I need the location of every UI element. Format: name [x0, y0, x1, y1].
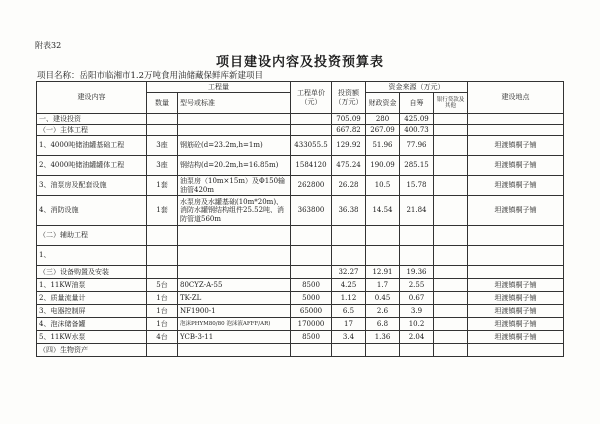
table-row — [37, 226, 564, 246]
cell-spec — [178, 246, 291, 266]
cell-self: 400.73 — [400, 125, 434, 136]
cell-spec: 80CYZ-A-55 — [178, 279, 291, 292]
cell-content: 一、建设投资 — [37, 114, 147, 125]
cell-location — [468, 114, 564, 125]
cell-content: 4、消防设施 — [37, 196, 147, 226]
cell-investment: 36.38 — [332, 196, 366, 226]
cell-fiscal: 2.6 — [366, 305, 400, 318]
cell-content: 3、油泵房及配套设施 — [37, 176, 147, 196]
header-funding: 资金来源（万元） — [366, 82, 468, 93]
cell-location: 坦渡镇桐子铺 — [468, 279, 564, 292]
cell-qty: 1台 — [147, 305, 178, 318]
cell-fiscal: 12.91 — [366, 266, 400, 279]
table-row — [37, 176, 564, 196]
table-row — [37, 318, 564, 331]
cell-investment: 32.27 — [332, 266, 366, 279]
cell-location: 坦渡镇桐子铺 — [468, 305, 564, 318]
cell-spec: 泡沫PHYM80/80 泡沫液AFFF/AR) — [178, 318, 291, 331]
cell-bank — [434, 136, 468, 156]
cell-price — [291, 344, 332, 357]
cell-fiscal: 190.09 — [366, 156, 400, 176]
cell-content: 1、4000吨储油罐基础工程 — [37, 136, 147, 156]
cell-investment: 475.24 — [332, 156, 366, 176]
header-content: 建设内容 — [37, 82, 147, 114]
cell-price — [291, 226, 332, 246]
cell-content: （四）生物资产 — [37, 344, 147, 357]
cell-bank — [434, 196, 468, 226]
cell-spec: NF1900-1 — [178, 305, 291, 318]
cell-fiscal: 1.7 — [366, 279, 400, 292]
cell-location: 坦渡镇桐子铺 — [468, 136, 564, 156]
cell-fiscal — [366, 246, 400, 266]
attachment-label: 附表32 — [35, 41, 62, 50]
cell-spec: 钢结构(d=20.2m,h=16.85m) — [178, 156, 291, 176]
cell-fiscal: 51.96 — [366, 136, 400, 156]
cell-investment: 705.09 — [332, 114, 366, 125]
table-row — [37, 125, 564, 136]
cell-investment: 26.28 — [332, 176, 366, 196]
cell-price: 433055.5 — [291, 136, 332, 156]
cell-price: 65000 — [291, 305, 332, 318]
cell-price — [291, 125, 332, 136]
cell-content: 3、电器控制屏 — [37, 305, 147, 318]
cell-price — [291, 246, 332, 266]
cell-content: （一）主体工程 — [37, 125, 147, 136]
project-name: 项目名称：岳阳市临湘市1.2万吨食用油储藏保鲜库新建项目 — [37, 71, 264, 81]
cell-bank — [434, 344, 468, 357]
cell-location — [468, 226, 564, 246]
cell-investment: 129.92 — [332, 136, 366, 156]
cell-investment: 1.12 — [332, 292, 366, 305]
header-location: 建设地点 — [468, 82, 564, 114]
cell-investment: 3.4 — [332, 331, 366, 344]
cell-investment: 17 — [332, 318, 366, 331]
cell-content: （二）辅助工程 — [37, 226, 147, 246]
header-row-1 — [37, 82, 564, 93]
cell-self: 77.96 — [400, 136, 434, 156]
cell-price: 262800 — [291, 176, 332, 196]
cell-qty — [147, 344, 178, 357]
cell-bank — [434, 266, 468, 279]
cell-bank — [434, 156, 468, 176]
cell-fiscal: 1.36 — [366, 331, 400, 344]
cell-self: 21.84 — [400, 196, 434, 226]
cell-spec: 钢筋砼(d=23.2m,h=1m) — [178, 136, 291, 156]
cell-price: 363800 — [291, 196, 332, 226]
cell-fiscal — [366, 226, 400, 246]
cell-content: 4、泡沫储备罐 — [37, 318, 147, 331]
cell-fiscal — [366, 344, 400, 357]
cell-qty: 1台 — [147, 292, 178, 305]
header-unit-price: 工程单价（元） — [291, 82, 332, 114]
cell-self: 3.9 — [400, 305, 434, 318]
cell-fiscal: 267.09 — [366, 125, 400, 136]
cell-location: 坦渡镇桐子铺 — [468, 156, 564, 176]
cell-price — [291, 114, 332, 125]
cell-qty — [147, 226, 178, 246]
table-row — [37, 344, 564, 357]
table-row — [37, 305, 564, 318]
table-row — [37, 279, 564, 292]
cell-content: 1、11KW油泵 — [37, 279, 147, 292]
header-bank: 银行贷款及其他 — [434, 93, 468, 114]
cell-self: 425.09 — [400, 114, 434, 125]
header-spec: 型号或标准 — [178, 93, 291, 114]
cell-investment: 4.25 — [332, 279, 366, 292]
table-row — [37, 331, 564, 344]
cell-self — [400, 226, 434, 246]
cell-self: 2.55 — [400, 279, 434, 292]
cell-qty: 3座 — [147, 156, 178, 176]
cell-qty — [147, 246, 178, 266]
cell-self: 2.04 — [400, 331, 434, 344]
cell-spec — [178, 114, 291, 125]
table-row — [37, 136, 564, 156]
cell-investment: 667.82 — [332, 125, 366, 136]
table-row — [37, 292, 564, 305]
cell-content: （三）设备购置及安装 — [37, 266, 147, 279]
cell-qty: 1套 — [147, 176, 178, 196]
cell-bank — [434, 279, 468, 292]
cell-spec: 水泵房及水罐基础(10m*20m)、消防水罐钢结构组件25.52吨、消防管道560m — [178, 196, 291, 226]
table-row — [37, 196, 564, 226]
cell-price — [291, 266, 332, 279]
cell-location: 坦渡镇桐子铺 — [468, 331, 564, 344]
cell-bank — [434, 318, 468, 331]
header-quantities: 工程量 — [147, 82, 291, 93]
cell-self: 19.36 — [400, 266, 434, 279]
cell-bank — [434, 305, 468, 318]
table-row — [37, 156, 564, 176]
header-fiscal: 财政资金 — [366, 93, 400, 114]
header-qty: 数量 — [147, 93, 178, 114]
cell-price: 1584120 — [291, 156, 332, 176]
cell-fiscal: 10.5 — [366, 176, 400, 196]
document-title: 项目建设内容及投资预算表 — [215, 55, 384, 70]
cell-content: 2、质量流量计 — [37, 292, 147, 305]
cell-price: 5000 — [291, 292, 332, 305]
cell-qty: 5台 — [147, 279, 178, 292]
cell-price: 170000 — [291, 318, 332, 331]
cell-spec — [178, 125, 291, 136]
budget-table — [36, 81, 564, 357]
cell-bank — [434, 331, 468, 344]
cell-qty — [147, 114, 178, 125]
cell-location — [468, 246, 564, 266]
cell-price: 8500 — [291, 331, 332, 344]
cell-fiscal: 14.54 — [366, 196, 400, 226]
cell-qty: 3座 — [147, 136, 178, 156]
cell-qty: 4台 — [147, 331, 178, 344]
cell-bank — [434, 226, 468, 246]
cell-content: 5、11KW水泵 — [37, 331, 147, 344]
cell-self — [400, 246, 434, 266]
cell-fiscal: 0.45 — [366, 292, 400, 305]
table-row — [37, 246, 564, 266]
table-row — [37, 266, 564, 279]
cell-bank — [434, 292, 468, 305]
cell-location: 坦渡镇桐子铺 — [468, 318, 564, 331]
cell-spec: 油泵房（10m×15m）及Φ150输油管420m — [178, 176, 291, 196]
cell-price: 8500 — [291, 279, 332, 292]
cell-location — [468, 344, 564, 357]
cell-spec — [178, 266, 291, 279]
cell-self: 285.15 — [400, 156, 434, 176]
cell-qty — [147, 125, 178, 136]
cell-bank — [434, 125, 468, 136]
cell-investment — [332, 246, 366, 266]
cell-location — [468, 125, 564, 136]
header-investment: 投资额（万元） — [332, 82, 366, 114]
cell-location: 坦渡镇桐子铺 — [468, 196, 564, 226]
cell-self: 15.78 — [400, 176, 434, 196]
header-self: 自筹 — [400, 93, 434, 114]
cell-investment: 6.5 — [332, 305, 366, 318]
cell-qty: 1台 — [147, 318, 178, 331]
cell-investment — [332, 226, 366, 246]
cell-self: 10.2 — [400, 318, 434, 331]
cell-spec — [178, 226, 291, 246]
cell-qty — [147, 266, 178, 279]
cell-location: 坦渡镇桐子铺 — [468, 292, 564, 305]
cell-investment — [332, 344, 366, 357]
cell-self: 0.67 — [400, 292, 434, 305]
cell-spec: YCB-3-11 — [178, 331, 291, 344]
cell-content: 1、 — [37, 246, 147, 266]
table-row — [37, 114, 564, 125]
cell-spec: TK-ZL — [178, 292, 291, 305]
cell-qty: 1套 — [147, 196, 178, 226]
cell-content: 2、4000吨储油罐罐体工程 — [37, 156, 147, 176]
cell-fiscal: 280 — [366, 114, 400, 125]
cell-fiscal: 6.8 — [366, 318, 400, 331]
cell-spec — [178, 344, 291, 357]
cell-bank — [434, 114, 468, 125]
cell-location — [468, 266, 564, 279]
cell-location: 坦渡镇桐子铺 — [468, 176, 564, 196]
cell-bank — [434, 176, 468, 196]
cell-bank — [434, 246, 468, 266]
cell-self — [400, 344, 434, 357]
